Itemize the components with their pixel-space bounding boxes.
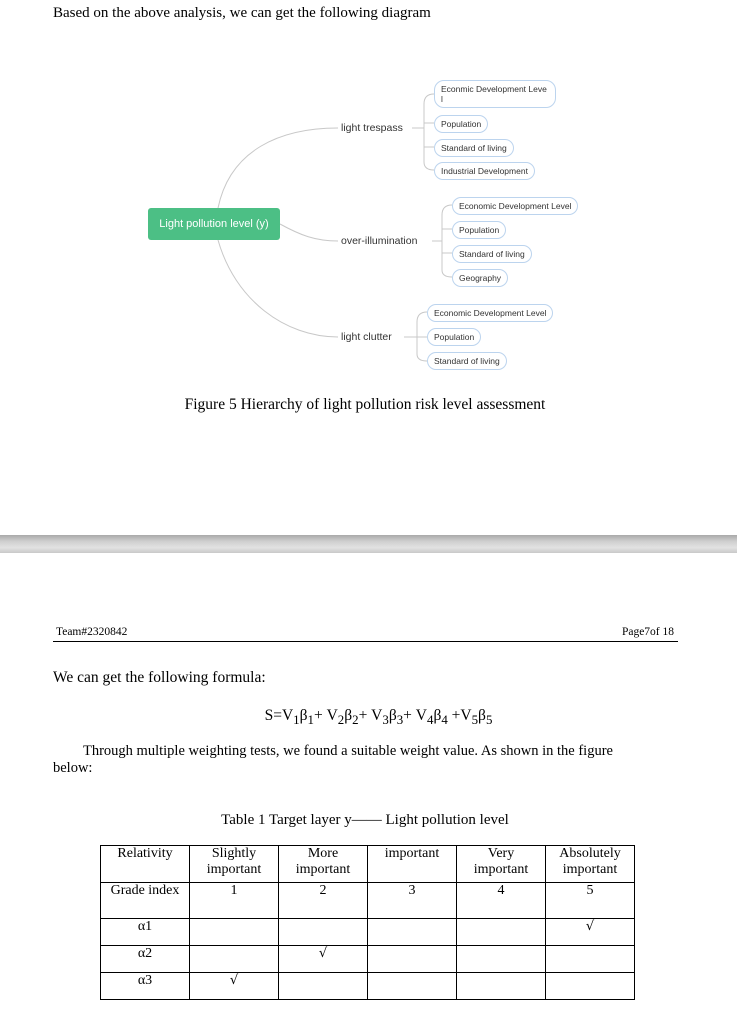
- header-relativity: Relativity: [101, 846, 190, 883]
- row-label: α1: [101, 919, 190, 946]
- mind-map-diagram: [0, 70, 737, 390]
- weighting-paragraph: Through multiple weighting tests, we found a suitable weight value. As shown in the figure below:: [53, 743, 613, 776]
- table-cell: [190, 946, 279, 973]
- header-slightly-important: Slightly important: [190, 846, 279, 883]
- table-cell: [457, 973, 546, 1000]
- intro-text: Based on the above analysis, we can get the following diagram: [53, 5, 431, 21]
- header-more-important: More important: [279, 846, 368, 883]
- table-row: [101, 946, 635, 973]
- table-header-row: [101, 846, 635, 883]
- table-cell: [279, 973, 368, 1000]
- branch-light-trespass: light trespass: [338, 122, 406, 134]
- table-cell: [368, 973, 457, 1000]
- leaf-clutter-economic: Economic Development Level: [427, 304, 553, 322]
- leaf-overillum-population: Population: [452, 221, 506, 239]
- leaf-trespass-economic: Econmic Development Leve l: [434, 80, 556, 108]
- formula-intro: We can get the following formula:: [53, 669, 266, 686]
- leaf-overillum-economic: Economic Development Level: [452, 197, 578, 215]
- table-cell: √: [190, 973, 279, 1000]
- header-important: important: [368, 846, 457, 883]
- branch-over-illumination: over-illumination: [338, 235, 420, 247]
- formula-s: S=V: [264, 707, 294, 724]
- weight-table: [100, 845, 635, 1000]
- leaf-overillum-standard: Standard of living: [452, 245, 532, 263]
- table-grade-row: [101, 883, 635, 919]
- leaf-trespass-industrial: Industrial Development: [434, 162, 535, 180]
- header-very-important: Very important: [457, 846, 546, 883]
- grade-cell: 4: [457, 883, 546, 919]
- header-rule: [53, 641, 678, 642]
- table-cell: [546, 946, 635, 973]
- weight-formula: $S=V_1\beta_1+ V_2\beta_2+ V_3\beta_3+ V_4\beta_4 +V_5\beta_5$: [264, 707, 493, 728]
- leaf-trespass-population: Population: [434, 115, 488, 133]
- table-cell: [546, 973, 635, 1000]
- table-cell: √: [546, 919, 635, 946]
- leaf-clutter-standard: Standard of living: [427, 352, 507, 370]
- leaf-clutter-population: Population: [427, 328, 481, 346]
- mind-map-root: Light pollution level (y): [148, 208, 280, 240]
- grade-cell: 5: [546, 883, 635, 919]
- grade-index-label: Grade index: [101, 883, 190, 919]
- figure-caption: Figure 5 Hierarchy of light pollution risk level assessment: [184, 396, 546, 413]
- header-absolutely-important: Absolutely important: [546, 846, 635, 883]
- grade-cell: 2: [279, 883, 368, 919]
- table-cell: √: [279, 946, 368, 973]
- table-row: [101, 973, 635, 1000]
- table-caption: Table 1 Target layer y—— Light pollution level: [221, 812, 509, 828]
- branch-light-clutter: light clutter: [338, 331, 395, 343]
- table-cell: [368, 946, 457, 973]
- table-cell: [279, 919, 368, 946]
- leaf-overillum-geography: Geography: [452, 269, 508, 287]
- connector-root-clutter: [218, 240, 338, 337]
- grade-cell: 3: [368, 883, 457, 919]
- table-row: [101, 919, 635, 946]
- row-label: α3: [101, 973, 190, 1000]
- connector-root-overillum: [280, 224, 338, 241]
- connector-root-trespass: [218, 128, 338, 208]
- table-cell: [190, 919, 279, 946]
- header-page-number: Page7of 18: [621, 626, 674, 638]
- table-cell: [457, 946, 546, 973]
- grade-cell: 1: [190, 883, 279, 919]
- leaf-trespass-standard: Standard of living: [434, 139, 514, 157]
- table-cell: [457, 919, 546, 946]
- header-team: Team#2320842: [56, 626, 128, 638]
- row-label: α2: [101, 946, 190, 973]
- table-cell: [368, 919, 457, 946]
- page-break-divider: [0, 535, 737, 553]
